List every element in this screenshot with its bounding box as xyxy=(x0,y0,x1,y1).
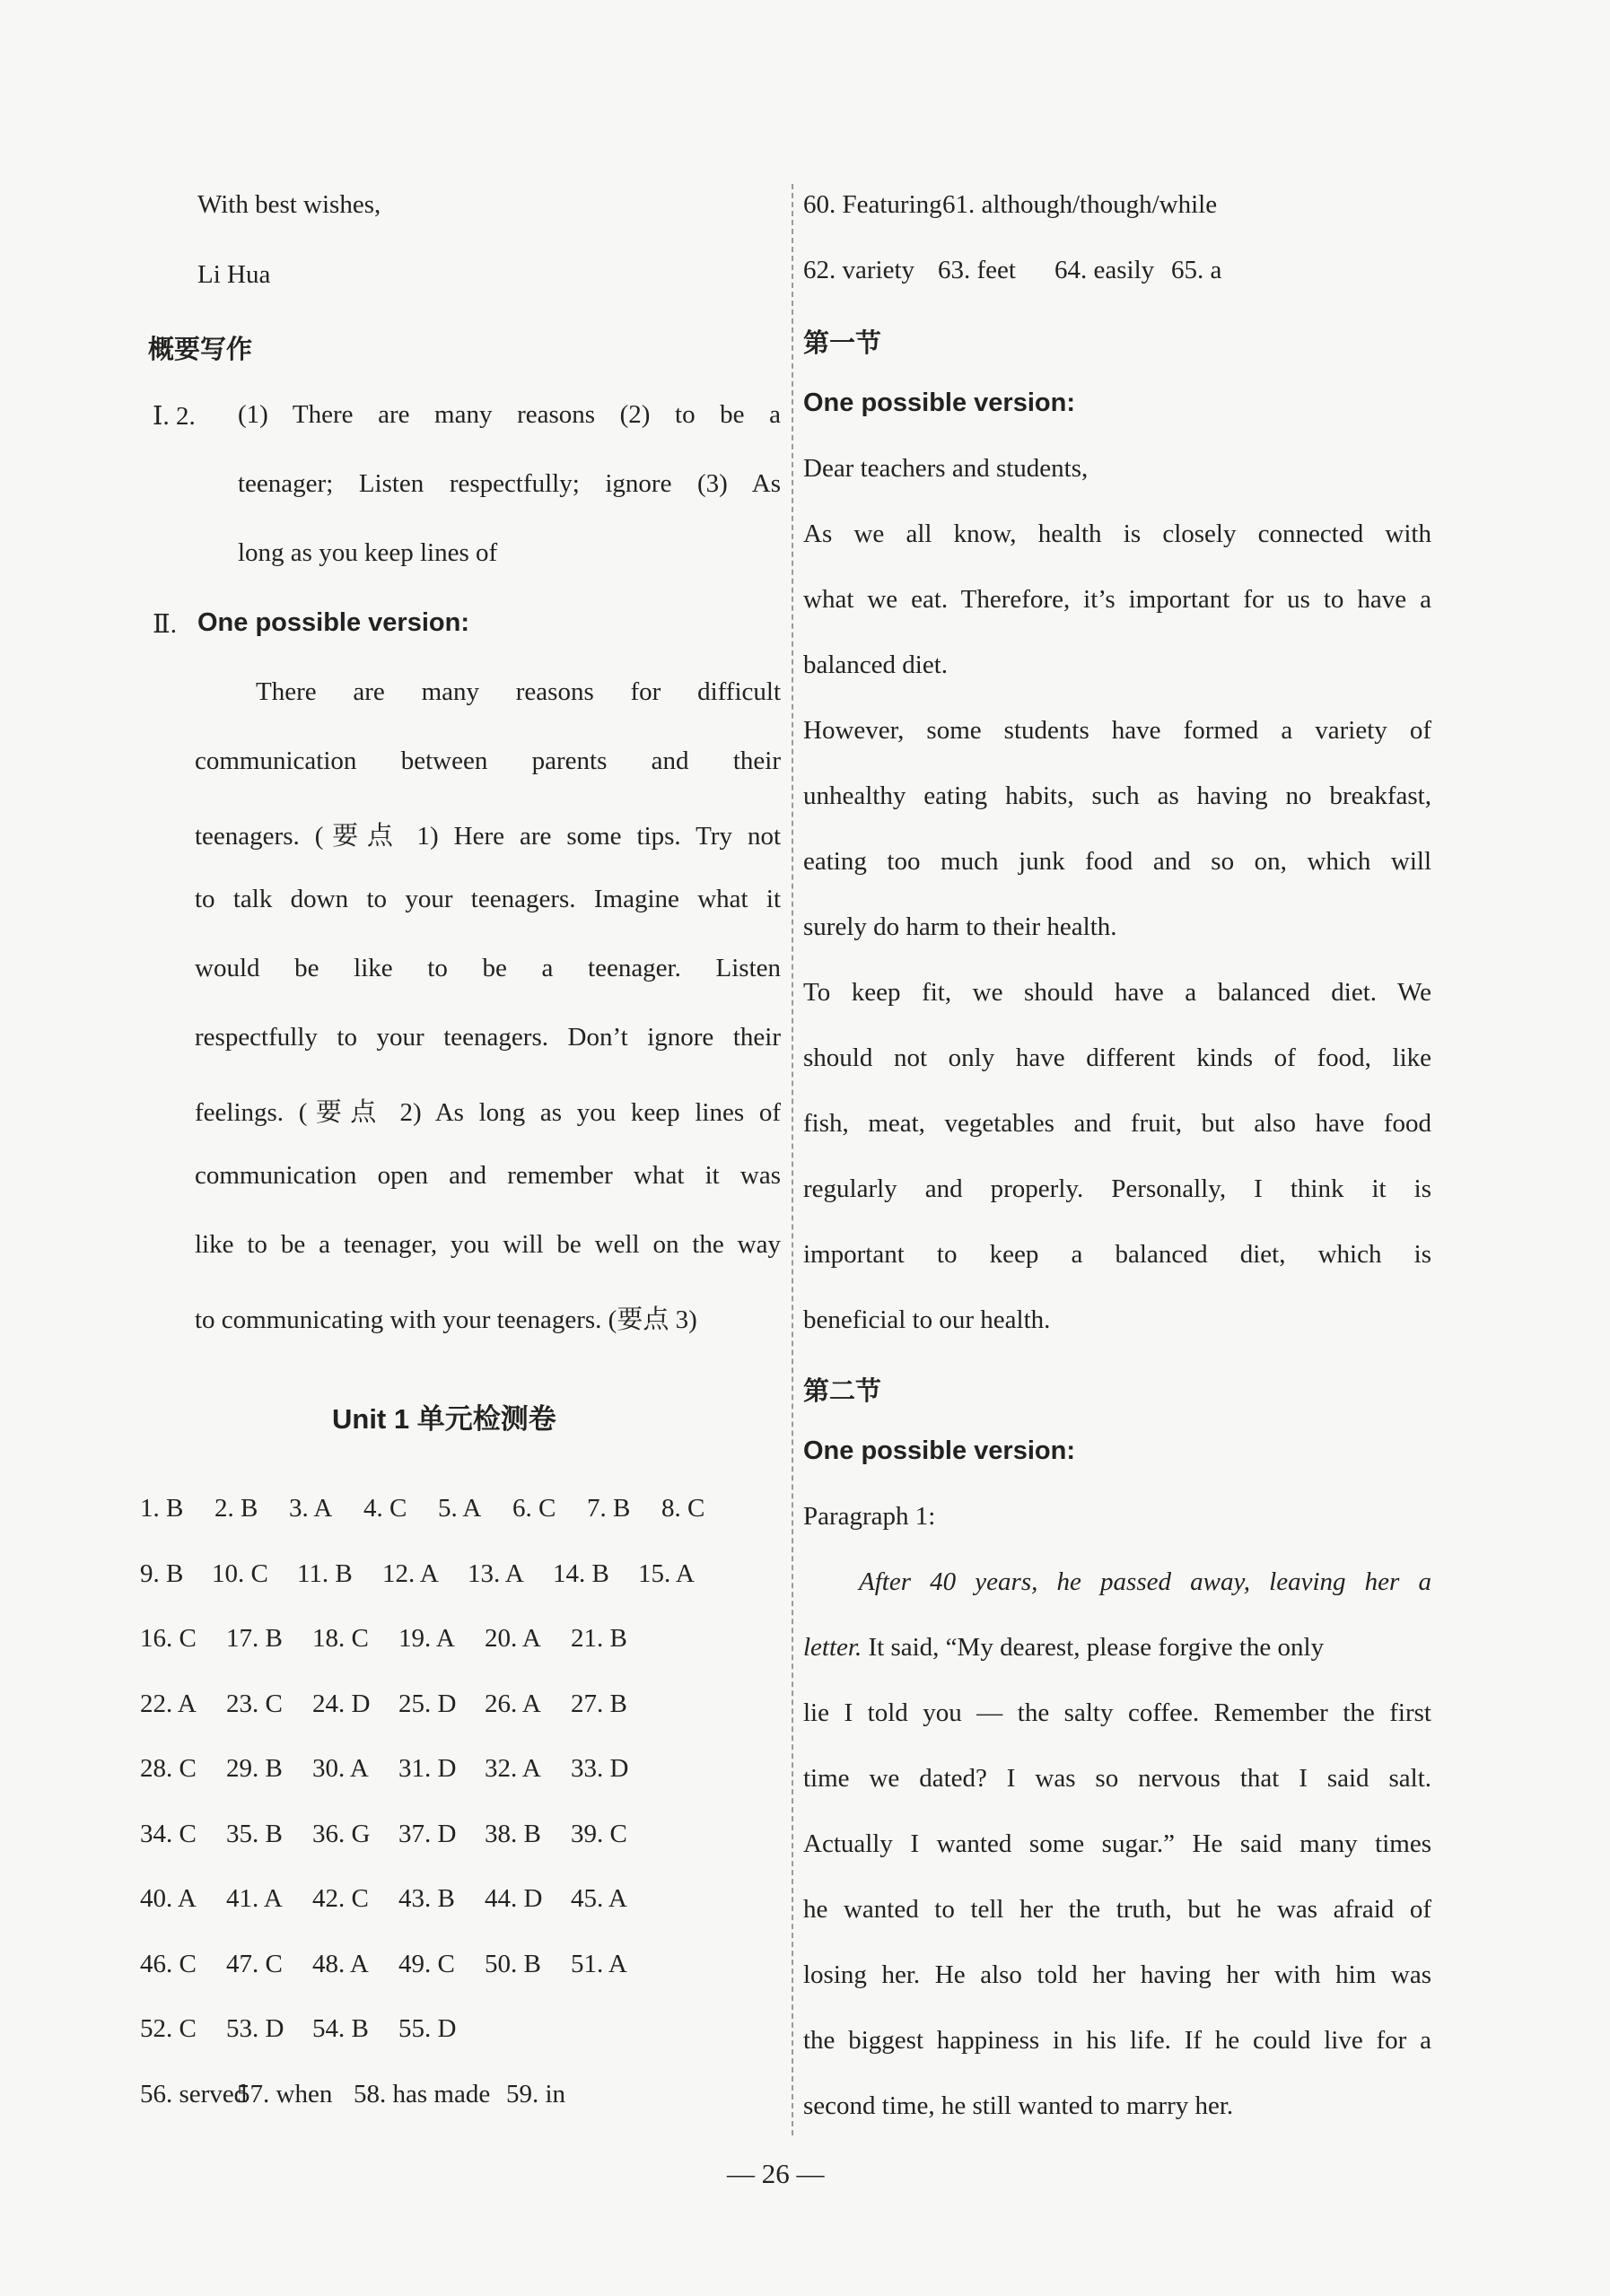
answer-item: 3. A xyxy=(289,1494,333,1523)
answer-item: 55. D xyxy=(398,2014,457,2043)
answer-item: 40. A xyxy=(140,1884,197,1913)
essay1-line: what we eat. Therefore, it’s important for us to have a xyxy=(803,585,1431,614)
part1-line3: long as you keep lines of xyxy=(238,538,498,567)
essay-line: There are many reasons for difficult xyxy=(256,677,781,706)
answer-item: 27. B xyxy=(571,1689,627,1718)
answer-item: 5. A xyxy=(438,1494,482,1523)
essay-line: communication between parents and their xyxy=(195,746,781,775)
essay-line: to communicating with your teenagers. (要点 3) xyxy=(195,1305,697,1334)
answer-item: 62. variety xyxy=(803,256,915,284)
essay1-line: Dear teachers and students, xyxy=(803,454,1089,483)
answer-item: 64. easily xyxy=(1054,256,1155,284)
answer-item: 12. A xyxy=(382,1558,439,1588)
answer-item: 39. C xyxy=(571,1819,627,1848)
answer-item: 44. D xyxy=(485,1884,543,1913)
answer-item: 54. B xyxy=(312,2014,369,2043)
answer-row xyxy=(140,1950,657,1979)
answer-item: 8. C xyxy=(661,1494,705,1523)
letter-signature: Li Hua xyxy=(197,260,271,289)
answer-item: 10. C xyxy=(212,1558,268,1588)
answer-row xyxy=(140,2080,578,2109)
section1-heading: 第一节 xyxy=(803,327,882,358)
essay1-line: surely do harm to their health. xyxy=(803,912,1117,941)
answer-item: 34. C xyxy=(140,1819,197,1848)
answer-item: 52. C xyxy=(140,2014,197,2043)
answer-item: 1. B xyxy=(140,1494,184,1523)
answer-item: 17. B xyxy=(226,1624,283,1653)
answer-item: 21. B xyxy=(571,1624,627,1653)
answer-item: 20. A xyxy=(485,1624,541,1653)
answer-item: 63. feet xyxy=(938,256,1016,284)
para-line: losing her. He also told her having her with him was xyxy=(803,1960,1431,1989)
answer-row xyxy=(140,1884,657,1914)
essay1-line: important to keep a balanced diet, which is xyxy=(803,1240,1431,1269)
answer-item: 49. C xyxy=(398,1949,455,1978)
answer-item: 31. D xyxy=(398,1754,457,1783)
para-line: second time, he still wanted to marry her. xyxy=(803,2091,1234,2120)
answer-item: 53. D xyxy=(226,2014,284,2043)
column-divider xyxy=(792,184,793,2135)
answer-row xyxy=(140,2014,485,2044)
essay1-line: should not only have different kinds of food, like xyxy=(803,1043,1431,1072)
answer-item: 50. B xyxy=(485,1949,541,1978)
answer-item: 36. G xyxy=(312,1819,371,1848)
answer-item: 9. B xyxy=(140,1558,184,1588)
answer-item: 13. A xyxy=(468,1558,524,1588)
essay1-line: regularly and properly. Personally, I think it is xyxy=(803,1174,1431,1203)
essay-line: respectfully to your teenagers. Don’t ignore their xyxy=(195,1023,781,1052)
para-line2-rest: It said, “My dearest, please forgive the only xyxy=(862,1633,1325,1662)
para-line: he wanted to tell her the truth, but he was afraid of xyxy=(803,1895,1431,1924)
essay1-line: To keep fit, we should have a balanced diet. We xyxy=(803,978,1431,1007)
answer-row xyxy=(140,1754,657,1784)
answer-item: 11. B xyxy=(297,1558,353,1588)
para-line-2 xyxy=(803,1633,1431,1663)
para-line: the biggest happiness in his life. If he could live for a xyxy=(803,2026,1431,2055)
answer-item: 30. A xyxy=(312,1754,369,1783)
answer-item: 42. C xyxy=(312,1884,369,1913)
part1-line1: (1) There are many reasons (2) to be a xyxy=(238,400,781,429)
essay-line: communication open and remember what it was xyxy=(195,1161,781,1190)
answer-item: 59. in xyxy=(506,2079,566,2108)
answer-item: 33. D xyxy=(571,1754,629,1783)
answer-row xyxy=(803,190,1265,220)
answer-item: 57. when xyxy=(237,2079,333,2108)
essay-line: teenagers. (要点 1) Here are some tips. Try not xyxy=(195,822,781,851)
answer-item: 28. C xyxy=(140,1754,197,1783)
answer-item: 56. served xyxy=(140,2079,248,2108)
answer-item: 29. B xyxy=(226,1754,283,1783)
answer-item: 35. B xyxy=(226,1819,283,1848)
answer-item: 4. C xyxy=(363,1494,407,1523)
answer-item: 18. C xyxy=(312,1624,369,1653)
answer-item: 45. A xyxy=(571,1884,627,1913)
part2-title: One possible version: xyxy=(197,608,469,637)
essay-line: to talk down to your teenagers. Imagine what it xyxy=(195,885,781,913)
essay-line: would be like to be a teenager. Listen xyxy=(195,954,781,982)
section2-version-title: One possible version: xyxy=(803,1436,1075,1465)
answer-item: 14. B xyxy=(553,1558,609,1588)
answer-item: 22. A xyxy=(140,1689,197,1718)
answer-item: 65. a xyxy=(1171,256,1222,284)
essay1-line: balanced diet. xyxy=(803,650,949,679)
answer-item: 32. A xyxy=(485,1754,541,1783)
page-number: — 26 — xyxy=(727,2158,825,2189)
essay-line: feelings. (要点 2) As long as you keep lines of xyxy=(195,1098,781,1127)
answer-item: 46. C xyxy=(140,1949,197,1978)
answer-row xyxy=(140,1494,736,1523)
essay1-line: eating too much junk food and so on, which will xyxy=(803,847,1431,876)
paragraph-label: Paragraph 1: xyxy=(803,1502,936,1531)
answer-row xyxy=(140,1689,657,1719)
unit-title: Unit 1 单元检测卷 xyxy=(332,1403,556,1435)
answer-item: 16. C xyxy=(140,1624,197,1653)
section2-heading: 第二节 xyxy=(803,1375,882,1406)
answer-item: 6. C xyxy=(512,1494,556,1523)
part1-line2: teenager; Listen respectfully; ignore (3) As xyxy=(238,469,781,498)
answer-item: 51. A xyxy=(571,1949,627,1978)
summary-writing-heading: 概要写作 xyxy=(148,334,253,364)
answer-item: 19. A xyxy=(398,1624,455,1653)
answer-item: 7. B xyxy=(587,1494,631,1523)
answer-item: 60. Featuring xyxy=(803,190,942,219)
answer-item: 61. although/though/while xyxy=(942,190,1218,219)
answer-item: 37. D xyxy=(398,1819,457,1848)
answer-item: 48. A xyxy=(312,1949,369,1978)
answer-item: 47. C xyxy=(226,1949,283,1978)
answer-item: 38. B xyxy=(485,1819,541,1848)
answer-row xyxy=(140,1559,723,1589)
answer-row xyxy=(140,1820,657,1849)
part1-label: Ⅰ. 2. xyxy=(153,402,196,431)
answer-item: 43. B xyxy=(398,1884,455,1913)
essay-line: like to be a teenager, you will be well on the way xyxy=(195,1230,781,1259)
answer-item: 15. A xyxy=(638,1558,695,1588)
answer-item: 24. D xyxy=(312,1689,371,1718)
para-opening-italic: After 40 years, he passed away, leaving her a xyxy=(859,1567,1431,1596)
answer-item: 26. A xyxy=(485,1689,541,1718)
essay1-line: beneficial to our health. xyxy=(803,1305,1051,1334)
answer-item: 23. C xyxy=(226,1689,283,1718)
answer-row xyxy=(140,1624,657,1654)
para-line: lie I told you — the salty coffee. Remember the first xyxy=(803,1698,1431,1727)
part2-label: Ⅱ. xyxy=(153,610,177,639)
para-italic-end: letter. xyxy=(803,1633,862,1662)
answer-item: 41. A xyxy=(226,1884,283,1913)
answer-row xyxy=(803,256,1225,285)
essay1-line: As we all know, health is closely connected with xyxy=(803,519,1431,548)
answer-item: 25. D xyxy=(398,1689,457,1718)
para-line: time we dated? I was so nervous that I said salt. xyxy=(803,1764,1431,1793)
essay1-line: fish, meat, vegetables and fruit, but also have food xyxy=(803,1109,1431,1138)
answer-item: 2. B xyxy=(214,1494,258,1523)
essay1-line: unhealthy eating habits, such as having no breakfast, xyxy=(803,781,1431,810)
answer-item: 58. has made xyxy=(354,2079,491,2108)
essay1-line: However, some students have formed a variety of xyxy=(803,716,1431,745)
letter-closing: With best wishes, xyxy=(197,190,381,219)
para-line: Actually I wanted some sugar.” He said many times xyxy=(803,1829,1431,1858)
section1-version-title: One possible version: xyxy=(803,388,1075,417)
